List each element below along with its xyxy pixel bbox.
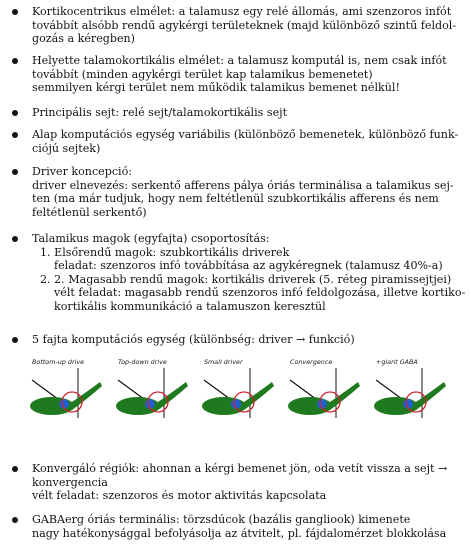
item-text: [32, 165, 464, 219]
text-line: vélt feladat: szenzoros és motor aktivitás kapcsolata: [32, 489, 327, 503]
text-line: ciójú sejtek): [32, 141, 101, 155]
text-line: feltétlenül serkentő): [32, 205, 147, 219]
text-line: Konvergáló régiók: ahonnan a kérgi bemenet jön, oda vetít vissza a sejt →: [32, 462, 448, 475]
text-line: driver elnevezés: serkentő afferens pálya óriás terminálisa a talamikus sej-: [32, 178, 454, 192]
panel-label: Convergence: [290, 358, 333, 366]
text-line: konvergencia: [32, 475, 108, 489]
text-line: Alap komputációs egység variábilis (különböző bemenetek, különböző funk-: [32, 128, 459, 141]
bullet: [12, 236, 18, 242]
sublist-line: kortikális kommunikáció a talamuszon keresztül: [54, 299, 326, 313]
item-text: [32, 333, 464, 347]
item-text: [32, 232, 464, 314]
text-line: ten (ma már tudjuk, hogy nem feltétlenül szubkortikális afferens és nem: [32, 192, 439, 206]
item-text: [32, 5, 464, 46]
item-text: [32, 54, 464, 95]
text-line: Talamikus magok (egyfajta) csoportosítás:: [32, 232, 270, 245]
text-line: továbbít alsóbb rendű agykérgi területeknek (majd különböző szintű feldol-: [32, 18, 457, 32]
bullet: [12, 110, 18, 116]
cell-dendrite: [238, 382, 274, 410]
bullet: [12, 132, 18, 138]
panel-label: +giant GABA: [376, 358, 418, 366]
text-line: 5 fajta komputációs egység (különbség: driver → funkció): [32, 333, 355, 346]
text-line: Kortikocentrikus elmélet: a talamusz egy relé állomás, ami szenzoros infót: [32, 5, 452, 18]
item-text: [32, 106, 464, 120]
text-line: továbbít (minden agykérgi terület kap talamikus bemenetet): [32, 67, 373, 81]
bullet: [12, 169, 18, 175]
text-line: Driver koncepció:: [32, 165, 133, 178]
panel-label: Top-down drive: [118, 358, 167, 366]
text-line: nagy hatékonysággal befolyásolja az átvitelt, pl. fájdalomérzet blokkolása: [32, 526, 447, 540]
bullet: [12, 466, 18, 472]
cell-dendrite: [410, 382, 446, 410]
text-line: GABAerg óriás terminális: törzsdúcok (bazális gangliook) kimenete: [32, 513, 411, 526]
sublist-line: 1. Elsőrendű magok: szubkortikális driverek: [40, 245, 290, 259]
bullet: [12, 337, 18, 343]
cell-dendrite: [66, 382, 102, 410]
computation-units-diagram: [22, 354, 450, 434]
bullet: [12, 58, 18, 64]
item-text: [32, 513, 464, 540]
cell-dendrite: [152, 382, 188, 410]
text-line: Helyette talamokortikális elmélet: a talamusz komputál is, nem csak infót: [32, 54, 447, 67]
diagram-panel: [202, 358, 274, 418]
diagram-panel: [374, 358, 446, 418]
item-text: [32, 128, 464, 155]
diagram-panel: [116, 358, 188, 418]
text-line: gozás a kéregben): [32, 32, 135, 46]
cell-dendrite: [324, 382, 360, 410]
bullet: [12, 9, 18, 15]
sublist-line: 2. 2. Magasabb rendű magok: kortikális driverek (5. réteg piramissejtjei): [40, 272, 452, 286]
text-line: semmilyen kérgi terület nem működik talamikus bemenet nélkül!: [32, 81, 400, 95]
diagram-panel: [30, 358, 102, 418]
sublist-line: feladat: szenzoros infó továbbítása az agykéregnek (talamusz 40%-a): [54, 259, 443, 273]
diagram-panel: [288, 358, 360, 418]
text-line: Principális sejt: relé sejt/talamokortikális sejt: [32, 106, 288, 119]
panel-label: Small driver: [204, 358, 243, 366]
bullet: [12, 517, 18, 523]
item-text: [32, 462, 464, 503]
panel-label: Bottom-up drive: [32, 358, 85, 366]
sublist-line: vélt feladat: magasabb rendű szenzoros infó feldolgozása, illetve kortiko-: [54, 286, 466, 300]
